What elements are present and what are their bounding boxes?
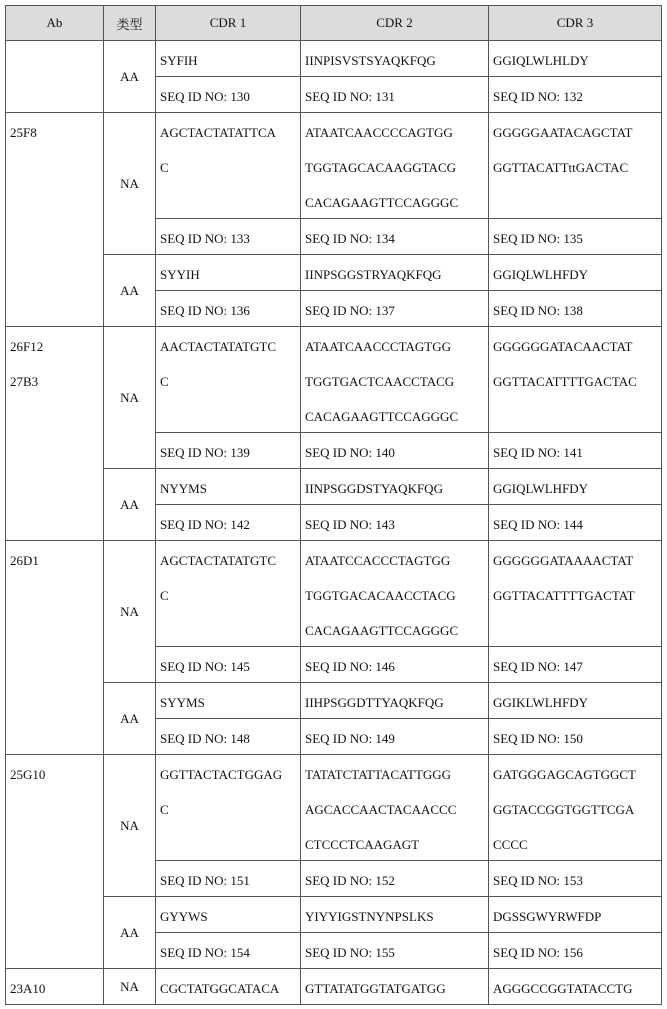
sequence-line: GGTTACTACTGGAG: [160, 755, 300, 790]
cdr3-sequence: [489, 541, 662, 647]
sequence-line: YIYYIGSTNYNPSLKS: [305, 897, 488, 932]
cdr2-sequence: [301, 113, 489, 219]
sequence-line: NYYMS: [160, 469, 300, 504]
antibody-cell: [6, 541, 104, 755]
type-cell: AA: [104, 41, 156, 113]
cdr2-sequence: [301, 541, 489, 647]
cdr2-sequence: [301, 469, 489, 505]
cdr1-seq-id: [156, 291, 301, 327]
sequence-line: CACAGAAGTTCCAGGGC: [305, 397, 488, 432]
sequence-line: GGIQLWLHLDY: [493, 41, 661, 76]
sequence-line: C: [160, 362, 300, 397]
cdr1-seq-id: [156, 219, 301, 255]
sequence-line: TGGTGACTCAACCTACG: [305, 362, 488, 397]
seq-id-label: SEQ ID NO: 152: [305, 861, 488, 896]
cdr-sequence-table: [5, 5, 662, 1005]
cdr2-sequence: [301, 755, 489, 861]
cdr2-seq-id: [301, 861, 489, 897]
cdr3-sequence: [489, 113, 662, 219]
table-row: [6, 255, 662, 291]
seq-id-label: SEQ ID NO: 153: [493, 861, 661, 896]
seq-id-label: SEQ ID NO: 151: [160, 861, 300, 896]
table-row: [6, 113, 662, 219]
seq-id-label: SEQ ID NO: 131: [305, 77, 488, 112]
seq-id-label: SEQ ID NO: 150: [493, 719, 661, 754]
sequence-line: CCCC: [493, 825, 661, 860]
cdr1-seq-id: [156, 719, 301, 755]
cdr1-sequence: [156, 683, 301, 719]
table-row: [6, 41, 662, 77]
cdr3-seq-id: [489, 219, 662, 255]
sequence-line: AACTACTATATGTC: [160, 327, 300, 362]
sequence-line: DGSSGWYRWFDP: [493, 897, 661, 932]
cdr3-seq-id: [489, 933, 662, 969]
sequence-line: AGCACCAACTACAACCC: [305, 790, 488, 825]
type-cell: AA: [104, 255, 156, 327]
cdr1-seq-id: [156, 647, 301, 683]
cdr3-seq-id: [489, 647, 662, 683]
seq-id-label: SEQ ID NO: 147: [493, 647, 661, 682]
sequence-line: CTCCCTCAAGAGT: [305, 825, 488, 860]
sequence-line: ATAATCCACCCTAGTGG: [305, 541, 488, 576]
sequence-line: GGTTACATTttGACTAC: [493, 148, 661, 183]
cdr1-seq-id: [156, 505, 301, 541]
cdr2-seq-id: [301, 77, 489, 113]
header-cdr2: CDR 2: [301, 6, 489, 41]
sequence-line: IINPSGGSTRYAQKFQG: [305, 255, 488, 290]
seq-id-label: SEQ ID NO: 155: [305, 933, 488, 968]
seq-id-label: SEQ ID NO: 146: [305, 647, 488, 682]
seq-id-label: SEQ ID NO: 130: [160, 77, 300, 112]
type-cell: NA: [104, 113, 156, 255]
cdr1-seq-id: [156, 861, 301, 897]
type-cell: AA: [104, 683, 156, 755]
seq-id-label: SEQ ID NO: 135: [493, 219, 661, 254]
seq-id-label: SEQ ID NO: 138: [493, 291, 661, 326]
cdr1-sequence: [156, 113, 301, 219]
sequence-line: GGIQLWLHFDY: [493, 469, 661, 504]
sequence-line: GGGGGGATAAAACTAT: [493, 541, 661, 576]
seq-id-label: SEQ ID NO: 154: [160, 933, 300, 968]
sequence-line: AGCTACTATATTCA: [160, 113, 300, 148]
antibody-cell: [6, 327, 104, 541]
sequence-line: SYYMS: [160, 683, 300, 718]
type-cell: NA: [104, 755, 156, 897]
table-row: [6, 969, 662, 1005]
cdr3-seq-id: [489, 719, 662, 755]
antibody-cell: [6, 41, 104, 113]
seq-id-label: SEQ ID NO: 132: [493, 77, 661, 112]
header-type: 类型: [104, 6, 156, 41]
cdr1-sequence: [156, 41, 301, 77]
sequence-line: GGTTACATTTTGACTAC: [493, 362, 661, 397]
seq-id-label: SEQ ID NO: 136: [160, 291, 300, 326]
sequence-line: TATATCTATTACATTGGG: [305, 755, 488, 790]
seq-id-label: SEQ ID NO: 145: [160, 647, 300, 682]
table-row: [6, 897, 662, 933]
sequence-line: IINPISVSTSYAQKFQG: [305, 41, 488, 76]
table-row: [6, 541, 662, 647]
seq-id-label: SEQ ID NO: 148: [160, 719, 300, 754]
type-cell: NA: [104, 327, 156, 469]
sequence-line: AGCTACTATATGTC: [160, 541, 300, 576]
sequence-line: C: [160, 790, 300, 825]
cdr2-sequence: [301, 327, 489, 433]
table-row: [6, 469, 662, 505]
cdr2-sequence: [301, 969, 489, 1005]
cdr1-seq-id: [156, 933, 301, 969]
cdr2-seq-id: [301, 291, 489, 327]
seq-id-label: SEQ ID NO: 156: [493, 933, 661, 968]
cdr2-seq-id: [301, 933, 489, 969]
table-row: [6, 683, 662, 719]
seq-id-label: SEQ ID NO: 149: [305, 719, 488, 754]
cdr2-seq-id: [301, 219, 489, 255]
antibody-name: 26D1: [10, 541, 103, 576]
sequence-line: GYYWS: [160, 897, 300, 932]
cdr3-sequence: [489, 255, 662, 291]
seq-id-label: SEQ ID NO: 139: [160, 433, 300, 468]
table-header-row: [6, 6, 662, 41]
sequence-line: GGGGGGATACAACTAT: [493, 327, 661, 362]
seq-id-label: SEQ ID NO: 142: [160, 505, 300, 540]
type-cell: AA: [104, 469, 156, 541]
antibody-cell: [6, 113, 104, 327]
antibody-name: 27B3: [10, 362, 103, 397]
seq-id-label: SEQ ID NO: 144: [493, 505, 661, 540]
header-ab: Ab: [6, 6, 104, 41]
seq-id-label: SEQ ID NO: 137: [305, 291, 488, 326]
cdr3-seq-id: [489, 291, 662, 327]
cdr2-seq-id: [301, 719, 489, 755]
cdr3-seq-id: [489, 861, 662, 897]
antibody-name: 26F12: [10, 327, 103, 362]
sequence-line: GGTACCGGTGGTTCGA: [493, 790, 661, 825]
sequence-line: CACAGAAGTTCCAGGGC: [305, 611, 488, 646]
type-cell: NA: [104, 541, 156, 683]
cdr1-sequence: [156, 897, 301, 933]
cdr1-sequence: [156, 755, 301, 861]
sequence-line: GGIQLWLHFDY: [493, 255, 661, 290]
cdr2-sequence: [301, 41, 489, 77]
table-row: [6, 755, 662, 861]
seq-id-label: SEQ ID NO: 141: [493, 433, 661, 468]
cdr2-seq-id: [301, 505, 489, 541]
cdr1-sequence: [156, 469, 301, 505]
antibody-cell: [6, 755, 104, 969]
sequence-line: GATGGGAGCAGTGGCT: [493, 755, 661, 790]
cdr1-sequence: [156, 969, 301, 1005]
sequence-line: TGGTGACACAACCTACG: [305, 576, 488, 611]
table-row: [6, 327, 662, 433]
antibody-name: 25G10: [10, 755, 103, 790]
sequence-line: SYYIH: [160, 255, 300, 290]
cdr3-sequence: [489, 327, 662, 433]
cdr3-sequence: [489, 897, 662, 933]
cdr1-sequence: [156, 327, 301, 433]
sequence-line: IINPSGGDSTYAQKFQG: [305, 469, 488, 504]
sequence-line: GGIKLWLHFDY: [493, 683, 661, 718]
cdr1-sequence: [156, 255, 301, 291]
cdr3-seq-id: [489, 433, 662, 469]
seq-id-label: SEQ ID NO: 143: [305, 505, 488, 540]
sequence-line: C: [160, 148, 300, 183]
seq-id-label: SEQ ID NO: 140: [305, 433, 488, 468]
sequence-line: GGTTACATTTTGACTAT: [493, 576, 661, 611]
cdr3-seq-id: [489, 505, 662, 541]
sequence-line: GGGGGAATACAGCTAT: [493, 113, 661, 148]
seq-id-label: SEQ ID NO: 133: [160, 219, 300, 254]
cdr3-sequence: [489, 755, 662, 861]
header-cdr3: CDR 3: [489, 6, 662, 41]
cdr3-sequence: [489, 683, 662, 719]
sequence-line: CGCTATGGCATACA: [160, 969, 300, 1004]
type-cell: AA: [104, 897, 156, 969]
sequence-line: GTTATATGGTATGATGG: [305, 969, 488, 1004]
header-cdr1: CDR 1: [156, 6, 301, 41]
sequence-line: TGGTAGCACAAGGTACG: [305, 148, 488, 183]
cdr1-sequence: [156, 541, 301, 647]
cdr1-seq-id: [156, 77, 301, 113]
cdr3-sequence: [489, 469, 662, 505]
seq-id-label: SEQ ID NO: 134: [305, 219, 488, 254]
antibody-name: 25F8: [10, 113, 103, 148]
sequence-line: IIHPSGGDTTYAQKFQG: [305, 683, 488, 718]
cdr2-sequence: [301, 897, 489, 933]
cdr1-seq-id: [156, 433, 301, 469]
sequence-line: SYFIH: [160, 41, 300, 76]
sequence-line: AGGGCCGGTATACCTG: [493, 969, 661, 1004]
cdr2-seq-id: [301, 433, 489, 469]
antibody-name: 23A10: [10, 969, 103, 1004]
cdr3-sequence: [489, 969, 662, 1005]
sequence-line: C: [160, 576, 300, 611]
antibody-cell: [6, 969, 104, 1005]
cdr2-seq-id: [301, 647, 489, 683]
sequence-line: ATAATCAACCCTAGTGG: [305, 327, 488, 362]
cdr3-seq-id: [489, 77, 662, 113]
cdr2-sequence: [301, 255, 489, 291]
sequence-line: ATAATCAACCCCAGTGG: [305, 113, 488, 148]
type-cell: NA: [104, 969, 156, 1005]
cdr3-sequence: [489, 41, 662, 77]
cdr2-sequence: [301, 683, 489, 719]
sequence-line: CACAGAAGTTCCAGGGC: [305, 183, 488, 218]
